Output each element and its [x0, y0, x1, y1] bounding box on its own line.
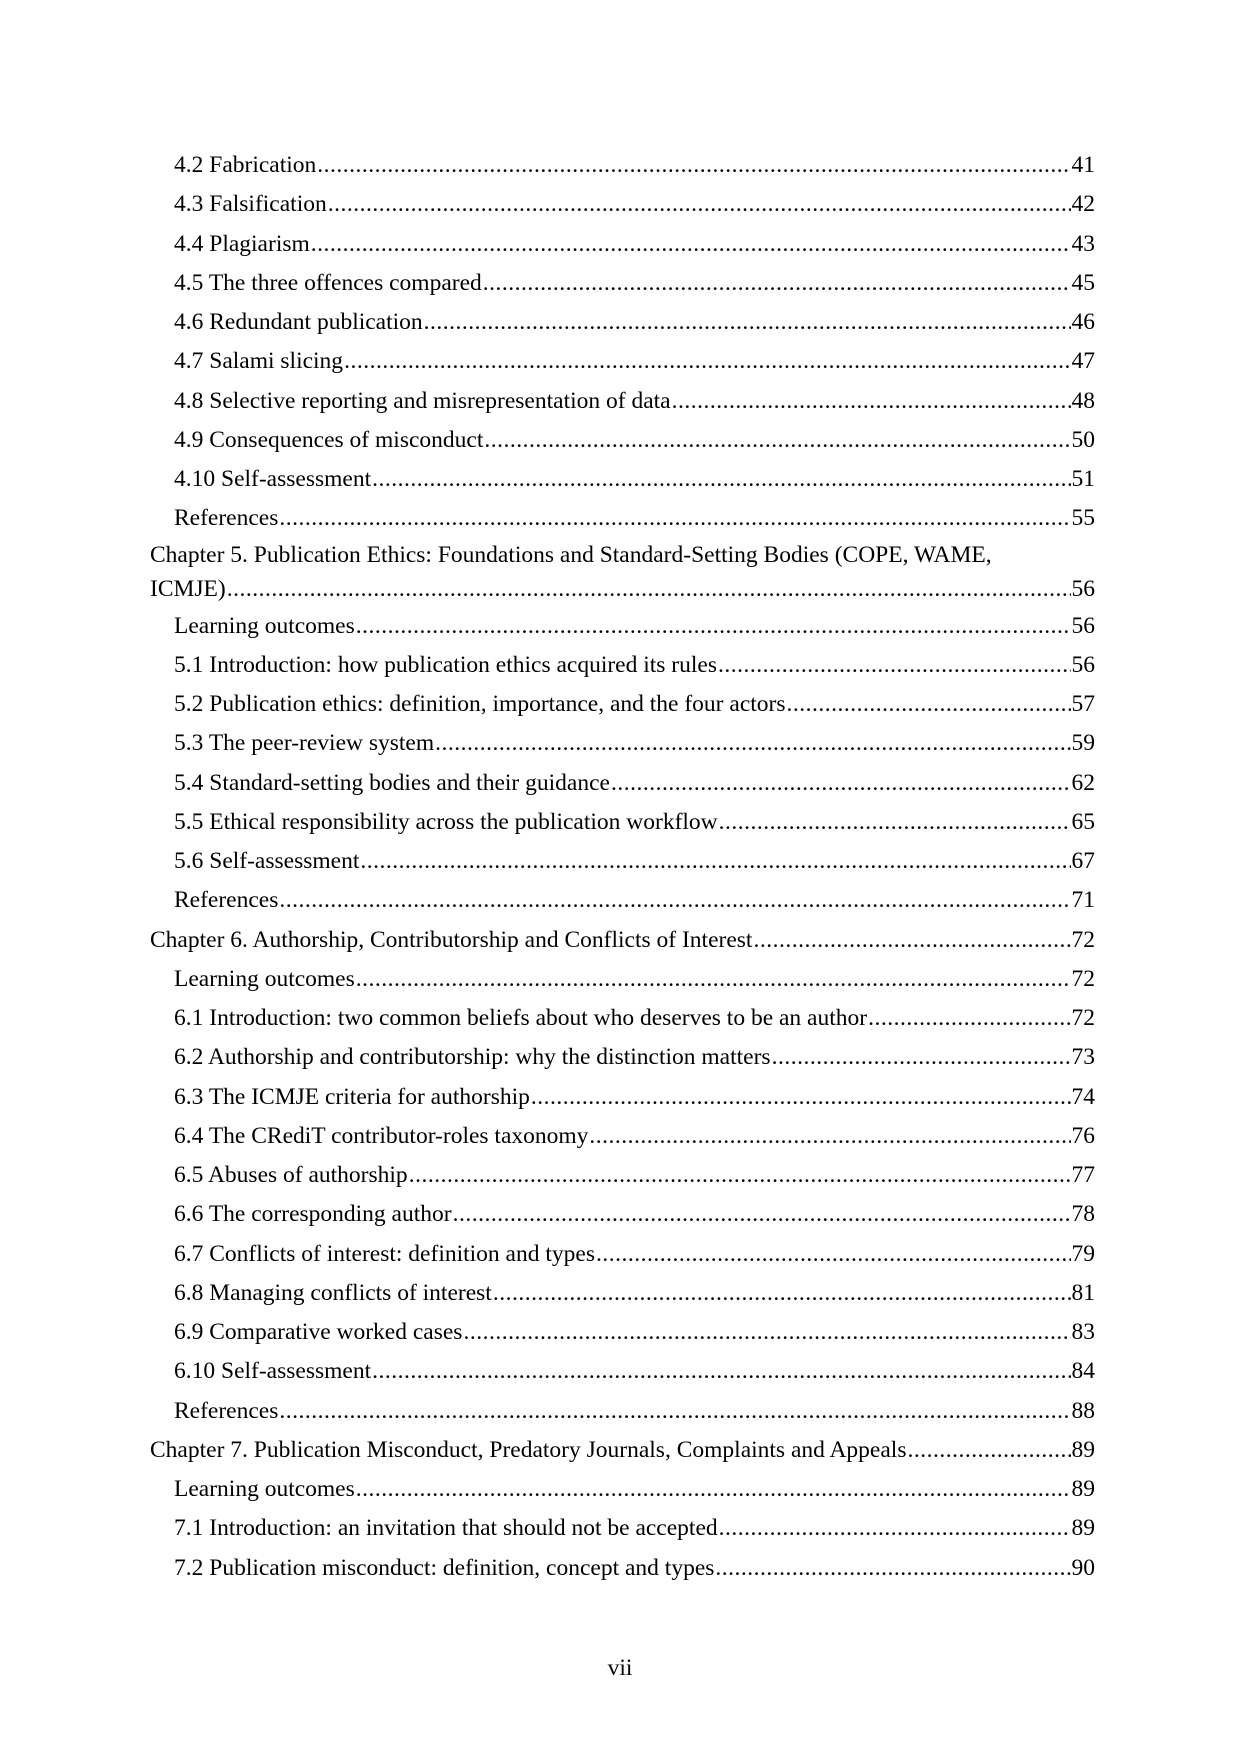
- dot-leader: [453, 1195, 1071, 1234]
- dot-leader: [227, 571, 1071, 607]
- toc-entry-page: 56: [1071, 651, 1095, 678]
- toc-entry-page: 42: [1071, 191, 1095, 218]
- toc-entry-page: 56: [1071, 575, 1095, 602]
- toc-entry-page: 45: [1071, 269, 1095, 296]
- toc-entry-title: 6.3 The ICMJE criteria for authorship: [174, 1083, 530, 1110]
- toc-entry-title: 7.2 Publication misconduct: definition, concept and types: [174, 1554, 715, 1581]
- dot-leader: [279, 881, 1070, 920]
- toc-entry-page: 72: [1071, 965, 1095, 992]
- dot-leader: [317, 146, 1070, 185]
- dot-leader: [611, 764, 1071, 803]
- toc-entry-title: 7.1 Introduction: an invitation that should not be accepted: [174, 1515, 718, 1542]
- toc-entry-title: Learning outcomes: [174, 1476, 355, 1502]
- toc-entry[interactable]: [150, 607, 1095, 646]
- toc-entry-title: Chapter 7. Publication Misconduct, Predatory Journals, Complaints and Appeals: [150, 1436, 907, 1463]
- dot-leader: [344, 342, 1070, 381]
- dot-leader: [596, 1235, 1071, 1274]
- toc-entry-title: 4.9 Consequences of misconduct: [174, 426, 484, 453]
- dot-leader: [356, 960, 1071, 999]
- toc-entry-page: 48: [1071, 387, 1095, 414]
- toc-entry[interactable]: [150, 999, 1095, 1038]
- toc-entry-page: 73: [1071, 1044, 1095, 1071]
- toc-entry-page: 46: [1071, 309, 1095, 335]
- toc-entry[interactable]: [150, 1470, 1095, 1509]
- toc-entry-page: 62: [1071, 769, 1095, 796]
- toc-entry-title: Chapter 6. Authorship, Contributorship and Conflicts of Interest: [150, 926, 753, 953]
- toc-entry-page: 72: [1071, 926, 1095, 953]
- toc-entry-title: 6.8 Managing conflicts of interest: [174, 1279, 492, 1306]
- toc-entry-page: 56: [1071, 612, 1095, 639]
- toc-entry[interactable]: [150, 225, 1095, 264]
- toc-entry[interactable]: [150, 646, 1095, 685]
- table-of-contents: [150, 146, 1095, 1588]
- dot-leader: [435, 724, 1070, 763]
- toc-entry-title: 4.3 Falsification: [174, 191, 327, 218]
- toc-entry[interactable]: [150, 185, 1095, 224]
- dot-leader: [360, 842, 1070, 881]
- toc-entry-title: 6.9 Comparative worked cases: [174, 1319, 463, 1345]
- toc-entry-title: 6.10 Self-assessment: [174, 1358, 372, 1385]
- toc-entry-page: 84: [1071, 1358, 1095, 1385]
- toc-entry-title-continued: ICMJE): [150, 575, 226, 602]
- toc-entry-title: 6.7 Conflicts of interest: definition and types: [174, 1240, 595, 1267]
- dot-leader: [715, 1549, 1070, 1588]
- toc-chapter-entry[interactable]: [150, 1431, 1095, 1470]
- toc-entry-title: 4.10 Self-assessment: [174, 466, 372, 492]
- toc-entry[interactable]: [150, 685, 1095, 724]
- dot-leader: [279, 499, 1070, 538]
- toc-entry-page: 65: [1071, 808, 1095, 835]
- toc-entry[interactable]: [150, 1313, 1095, 1352]
- dot-leader: [493, 1274, 1071, 1313]
- toc-entry-title: References: [174, 505, 279, 532]
- dot-leader: [409, 1156, 1071, 1195]
- toc-entry-title: 6.4 The CRediT contributor-roles taxonomy: [174, 1122, 589, 1149]
- toc-entry-title: 5.5 Ethical responsibility across the publication workflow: [174, 808, 718, 835]
- toc-entry[interactable]: [150, 499, 1095, 538]
- toc-chapter-entry[interactable]: [150, 539, 1095, 607]
- toc-entry-title: 5.1 Introduction: how publication ethics acquired its rules: [174, 651, 717, 678]
- toc-entry[interactable]: [150, 264, 1095, 303]
- toc-chapter-entry[interactable]: [150, 921, 1095, 960]
- toc-entry[interactable]: [150, 1549, 1095, 1588]
- toc-entry-page: 72: [1071, 1005, 1095, 1031]
- toc-entry-page: 55: [1071, 505, 1095, 532]
- toc-entry[interactable]: [150, 1352, 1095, 1391]
- dot-leader: [753, 921, 1070, 960]
- toc-entry-title: Learning outcomes: [174, 612, 355, 639]
- dot-leader: [531, 1078, 1071, 1117]
- dot-leader: [907, 1431, 1070, 1470]
- toc-entry[interactable]: [150, 1235, 1095, 1274]
- dot-leader: [356, 607, 1071, 646]
- toc-entry-title: 4.5 The three offences compared: [174, 269, 482, 296]
- toc-entry-page: 50: [1071, 426, 1095, 453]
- toc-entry-title: 5.4 Standard-setting bodies and their guidance: [174, 769, 610, 796]
- toc-entry-page: 89: [1071, 1476, 1095, 1502]
- toc-entry[interactable]: [150, 1156, 1095, 1195]
- toc-entry-title: 6.1 Introduction: two common beliefs about who deserves to be an author: [174, 1005, 868, 1031]
- dot-leader: [328, 185, 1071, 224]
- dot-leader: [356, 1470, 1071, 1509]
- toc-entry-page: 47: [1071, 348, 1095, 375]
- toc-entry[interactable]: [150, 960, 1095, 999]
- toc-entry-title: Learning outcomes: [174, 965, 355, 992]
- toc-entry-title: 4.2 Fabrication: [174, 152, 317, 178]
- dot-leader: [463, 1313, 1070, 1352]
- dot-leader: [279, 1392, 1070, 1431]
- toc-entry-title: 5.2 Publication ethics: definition, importance, and the four actors: [174, 691, 786, 717]
- toc-entry-page: 83: [1071, 1319, 1095, 1345]
- toc-entry[interactable]: [150, 764, 1095, 803]
- toc-entry-page: 81: [1071, 1279, 1095, 1306]
- toc-entry-title: 4.6 Redundant publication: [174, 309, 423, 335]
- toc-entry-page: 89: [1071, 1436, 1095, 1463]
- dot-leader: [868, 999, 1070, 1038]
- toc-entry-page: 78: [1071, 1201, 1095, 1228]
- dot-leader: [424, 303, 1071, 342]
- dot-leader: [672, 382, 1071, 421]
- toc-entry[interactable]: [150, 1509, 1095, 1548]
- toc-entry[interactable]: [150, 460, 1095, 499]
- toc-entry-title: References: [174, 1397, 279, 1424]
- toc-entry[interactable]: [150, 1195, 1095, 1234]
- page-number: vii: [607, 1655, 633, 1681]
- toc-entry[interactable]: [150, 421, 1095, 460]
- toc-entry-title: 4.8 Selective reporting and misrepresentation of data: [174, 387, 671, 414]
- toc-entry[interactable]: [150, 1078, 1095, 1117]
- dot-leader: [483, 264, 1071, 303]
- toc-entry[interactable]: [150, 1038, 1095, 1077]
- toc-entry[interactable]: [150, 342, 1095, 381]
- toc-entry[interactable]: [150, 881, 1095, 920]
- toc-entry[interactable]: [150, 382, 1095, 421]
- toc-entry[interactable]: [150, 803, 1095, 842]
- toc-entry[interactable]: [150, 724, 1095, 763]
- toc-entry-page: 51: [1071, 466, 1095, 492]
- dot-leader: [772, 1038, 1071, 1077]
- toc-entry[interactable]: [150, 1117, 1095, 1156]
- toc-entry-page: 90: [1071, 1554, 1095, 1581]
- toc-entry-page: 76: [1071, 1122, 1095, 1149]
- toc-entry-title: 4.7 Salami slicing: [174, 348, 344, 375]
- toc-entry[interactable]: [150, 842, 1095, 881]
- dot-leader: [718, 646, 1071, 685]
- toc-entry-title: 6.2 Authorship and contributorship: why the distinction matters: [174, 1044, 771, 1071]
- dot-leader: [372, 1352, 1070, 1391]
- toc-entry-title: 5.6 Self-assessment: [174, 848, 360, 874]
- dot-leader: [787, 685, 1071, 724]
- toc-entry-page: 89: [1071, 1515, 1095, 1542]
- dot-leader: [311, 225, 1071, 264]
- toc-entry-page: 41: [1071, 152, 1095, 178]
- toc-entry-page: 67: [1071, 848, 1095, 874]
- toc-entry-page: 79: [1071, 1240, 1095, 1267]
- toc-entry-page: 43: [1071, 230, 1095, 257]
- toc-entry-page: 77: [1071, 1162, 1095, 1188]
- toc-entry[interactable]: [150, 1274, 1095, 1313]
- toc-entry-title: 5.3 The peer-review system: [174, 730, 435, 757]
- toc-entry-title: 6.5 Abuses of authorship: [174, 1162, 408, 1188]
- toc-entry[interactable]: [150, 1392, 1095, 1431]
- toc-entry-page: 71: [1071, 887, 1095, 914]
- toc-entry-page: 59: [1071, 730, 1095, 757]
- toc-entry-page: 74: [1071, 1083, 1095, 1110]
- dot-leader: [372, 460, 1070, 499]
- dot-leader: [719, 803, 1071, 842]
- toc-entry-title: 4.4 Plagiarism: [174, 230, 310, 257]
- toc-entry-page: 57: [1071, 691, 1095, 717]
- toc-entry-page: 88: [1071, 1397, 1095, 1424]
- dot-leader: [484, 421, 1070, 460]
- toc-entry[interactable]: [150, 303, 1095, 342]
- toc-entry-title: Chapter 5. Publication Ethics: Foundations and Standard-Setting Bodies (COPE, WAME,: [150, 541, 992, 568]
- toc-entry-title: References: [174, 887, 279, 914]
- dot-leader: [589, 1117, 1070, 1156]
- toc-entry[interactable]: [150, 146, 1095, 185]
- dot-leader: [719, 1509, 1071, 1548]
- toc-entry-title: 6.6 The corresponding author: [174, 1201, 452, 1228]
